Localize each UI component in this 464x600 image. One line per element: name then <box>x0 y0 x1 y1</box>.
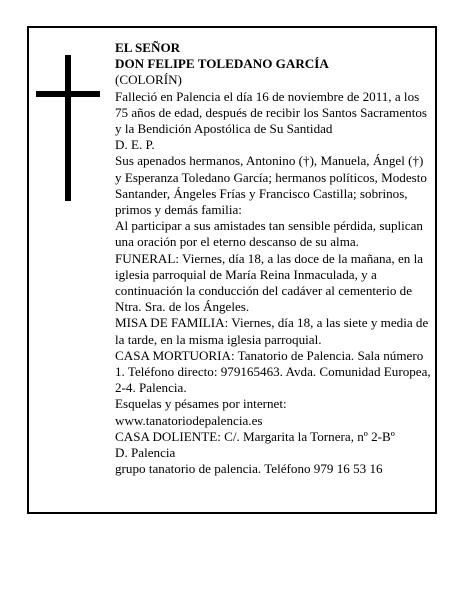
death-announcement: Falleció en Palencia el día 16 de noviembre de 2011, a los 75 años de edad, después de recibir los Santos Sacramentos y la Bendición Apostólica de Su Santidad <box>115 88 427 137</box>
prayer-request: Al participar a sus amistades tan sensible pérdida, suplican una oración por el eterno descanso de su alma. <box>115 218 423 250</box>
mourning-house-city: D. Palencia <box>115 445 176 461</box>
deceased-title: EL SEÑOR <box>115 40 181 55</box>
rip-line: D. E. P. <box>115 137 155 153</box>
mourning-house-address: CASA DOLIENTE: C/. Margarita la Tornera, nº 2-Bº <box>115 428 395 444</box>
internet-condolences-label: Esquelas y pésames por internet: <box>115 396 287 412</box>
funeral-home-details: CASA MORTUORIA: Tanatorio de Palencia. Sala número 1. Teléfono directo: 979165463. Avda. Comunidad Europea, 2-4. Palencia. <box>115 347 431 396</box>
notice-text <box>115 40 433 477</box>
family-mass-details: MISA DE FAMILIA: Viernes, día 18, a las siete y media de la tarde, en la misma iglesia parroquial. <box>115 315 429 347</box>
cross-vertical-bar <box>65 55 71 201</box>
deceased-nickname: (COLORÍN) <box>115 72 182 88</box>
obituary-notice <box>27 26 437 514</box>
cross-horizontal-bar <box>36 91 100 97</box>
funeral-details: FUNERAL: Viernes, día 18, a las doce de la mañana, en la iglesia parroquial de María Reina Inmaculada, y a continuación la conducción del cadáver al cementerio de Ntra. Sra. de los Ángeles. <box>115 250 424 315</box>
funeral-group-phone: grupo tanatorio de palencia. Teléfono 979 16 53 16 <box>115 461 383 477</box>
cross-icon <box>36 55 100 201</box>
deceased-name: DON FELIPE TOLEDANO GARCÍA <box>115 56 329 72</box>
website-text: www.tanatoriodepalencia.es <box>115 412 263 428</box>
family-list: Sus apenados hermanos, Antonino (†), Manuela, Ángel (†) y Esperanza Toledano García; hermanos políticos, Modesto Santander, Ángeles Frías y Francisco Castilla; sobrinos, primos y demás familia: <box>115 153 427 218</box>
